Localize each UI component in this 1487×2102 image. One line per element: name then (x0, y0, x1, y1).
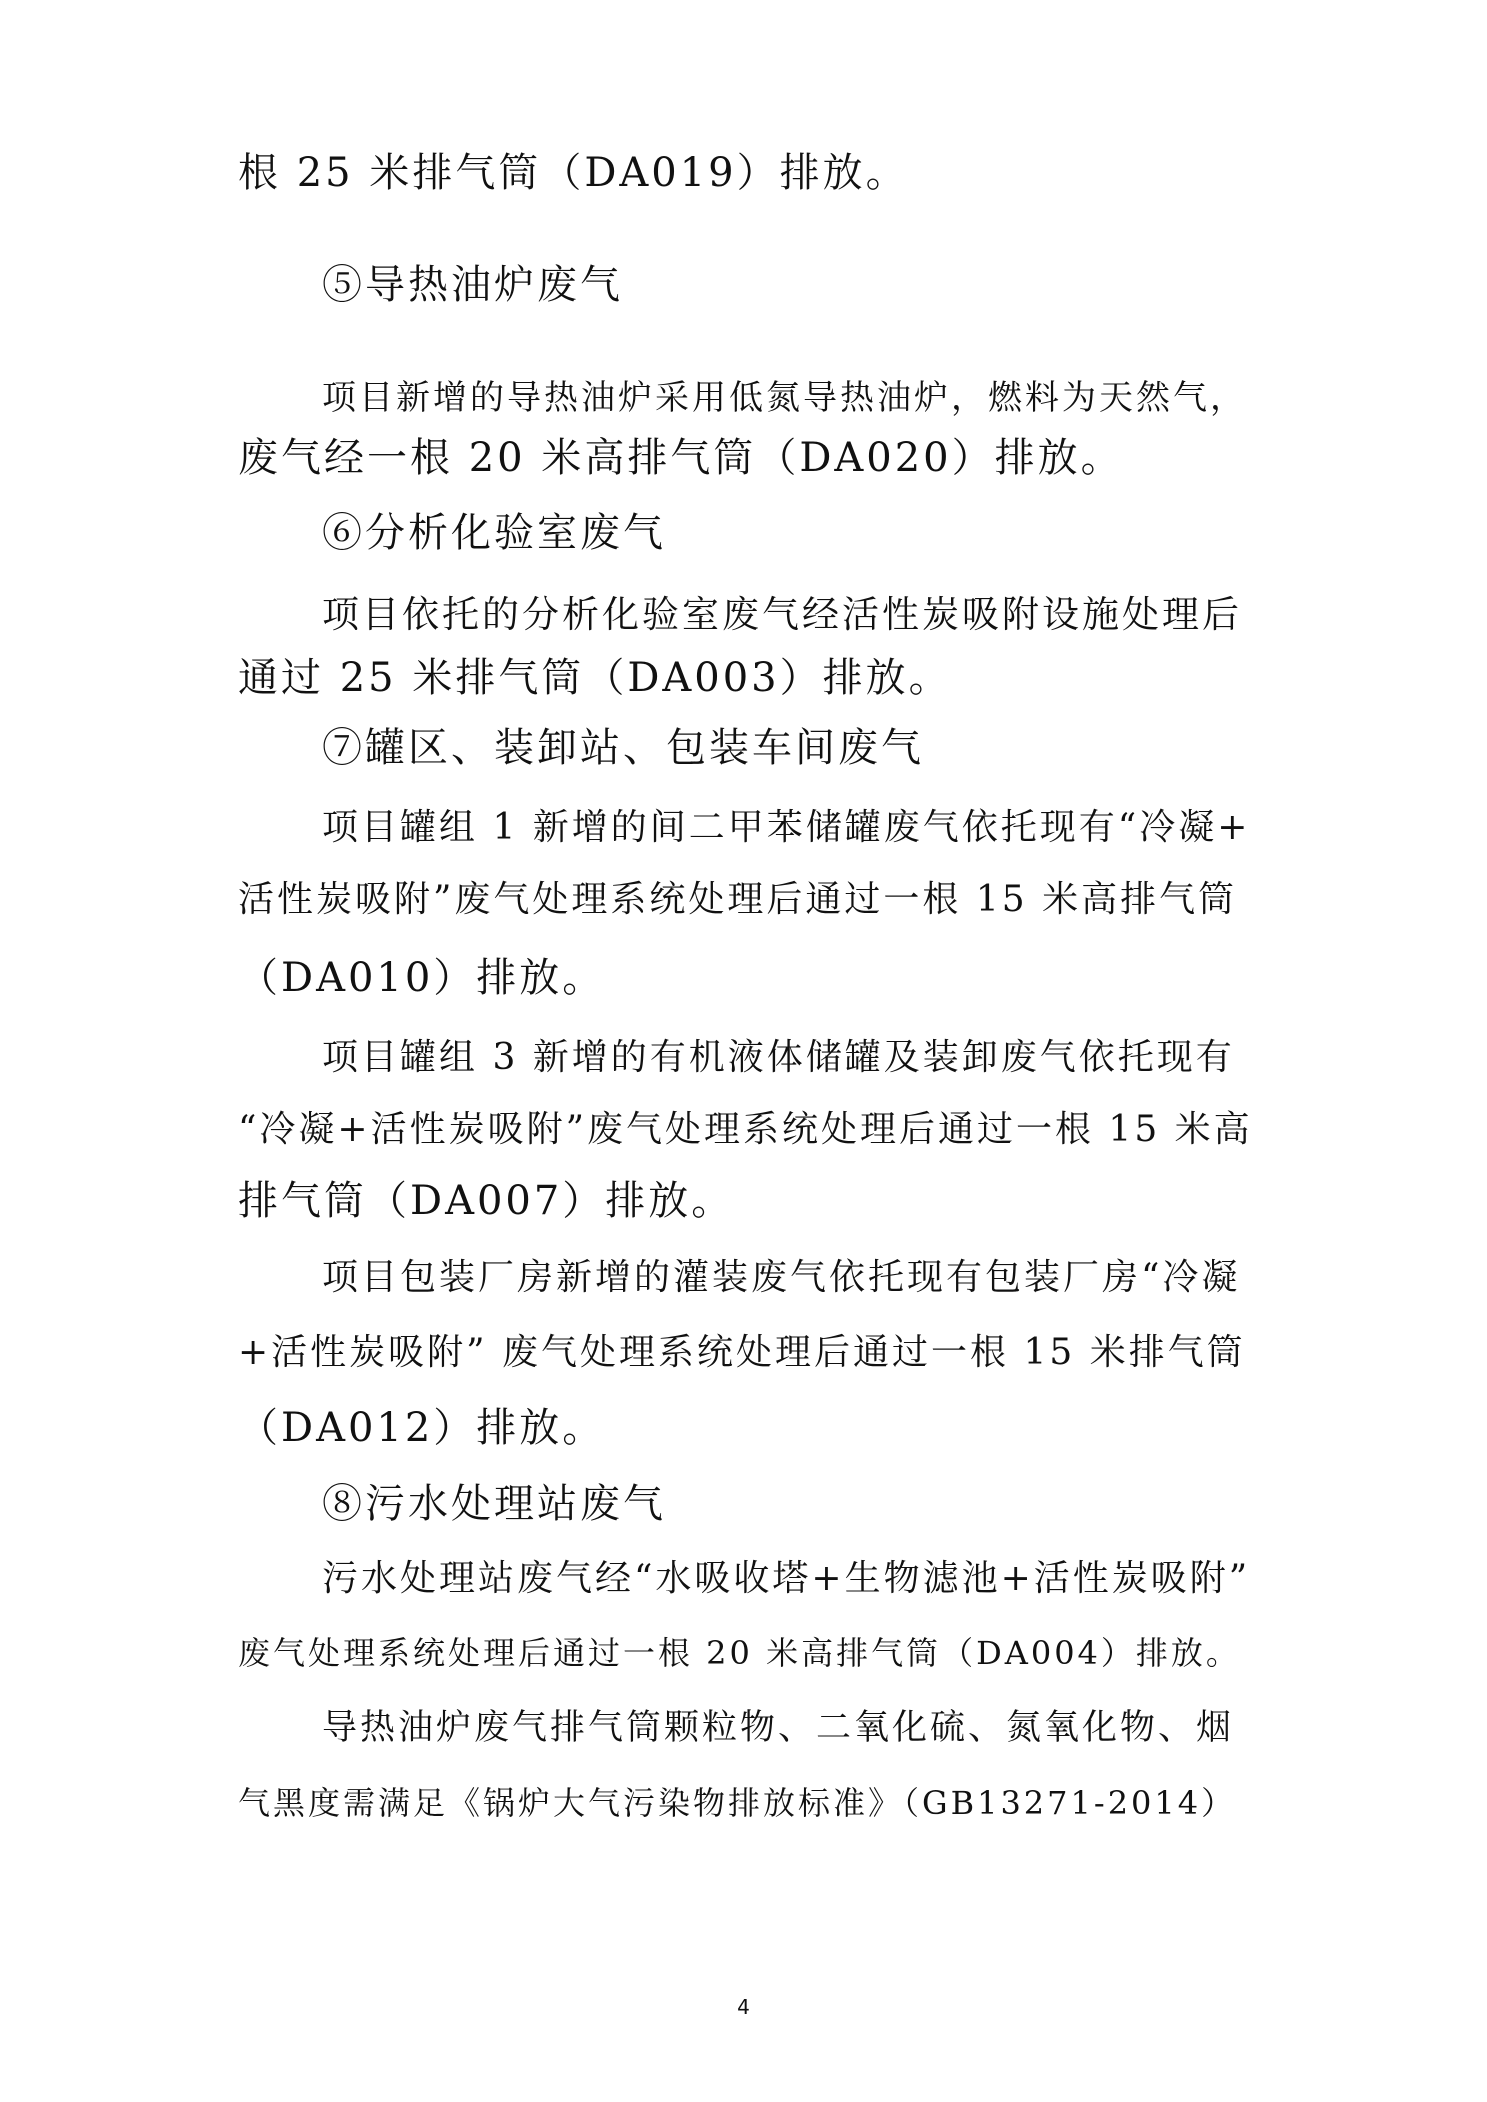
text-line: （DA010）排放。 (238, 955, 606, 1001)
section-heading: ⑧污水处理站废气 (322, 1481, 666, 1527)
text-line: 活性炭吸附”废气处理系统处理后通过一根 15 米高排气筒 (238, 879, 1238, 920)
section-heading: ⑤导热油炉废气 (322, 262, 623, 308)
text-line: +活性炭吸附” 废气处理系统处理后通过一根 15 米排气筒 (238, 1332, 1246, 1373)
section-heading: ⑥分析化验室废气 (322, 510, 666, 556)
text-line: 根 25 米排气筒（DA019）排放。 (238, 150, 909, 196)
text-line: 污水处理站废气经“水吸收塔+生物滤池+活性炭吸附” (322, 1558, 1251, 1599)
section-heading: ⑦罐区、装卸站、包装车间废气 (322, 725, 924, 771)
text-line: 项目包装厂房新增的灌装废气依托现有包装厂房“冷凝 (322, 1257, 1241, 1298)
text-line: 通过 25 米排气筒（DA003）排放。 (238, 655, 952, 701)
text-line: 项目罐组 3 新增的有机液体储罐及装卸废气依托现有 (322, 1037, 1235, 1078)
page-number: 4 (737, 1995, 750, 2019)
text-line: 项目依托的分析化验室废气经活性炭吸附设施处理后 (322, 593, 1242, 636)
text-line: 项目罐组 1 新增的间二甲苯储罐废气依托现有“冷凝+ (322, 807, 1251, 848)
text-line: 排气筒（DA007）排放。 (238, 1178, 735, 1224)
text-line: 废气经一根 20 米高排气筒（DA020）排放。 (238, 435, 1124, 481)
text-line: （DA012）排放。 (238, 1405, 606, 1451)
text-line: 项目新增的导热油炉采用低氮导热油炉，燃料为天然气， (322, 378, 1247, 418)
text-line: 气黑度需满足《锅炉大气污染物排放标准》（GB13271-2014） (238, 1784, 1237, 1822)
text-line: “冷凝+活性炭吸附”废气处理系统处理后通过一根 15 米高 (238, 1109, 1253, 1150)
text-line: 导热油炉废气排气筒颗粒物、二氧化硫、氮氧化物、烟 (322, 1708, 1235, 1748)
text-line: 废气处理系统处理后通过一根 20 米高排气筒（DA004）排放。 (238, 1634, 1241, 1672)
